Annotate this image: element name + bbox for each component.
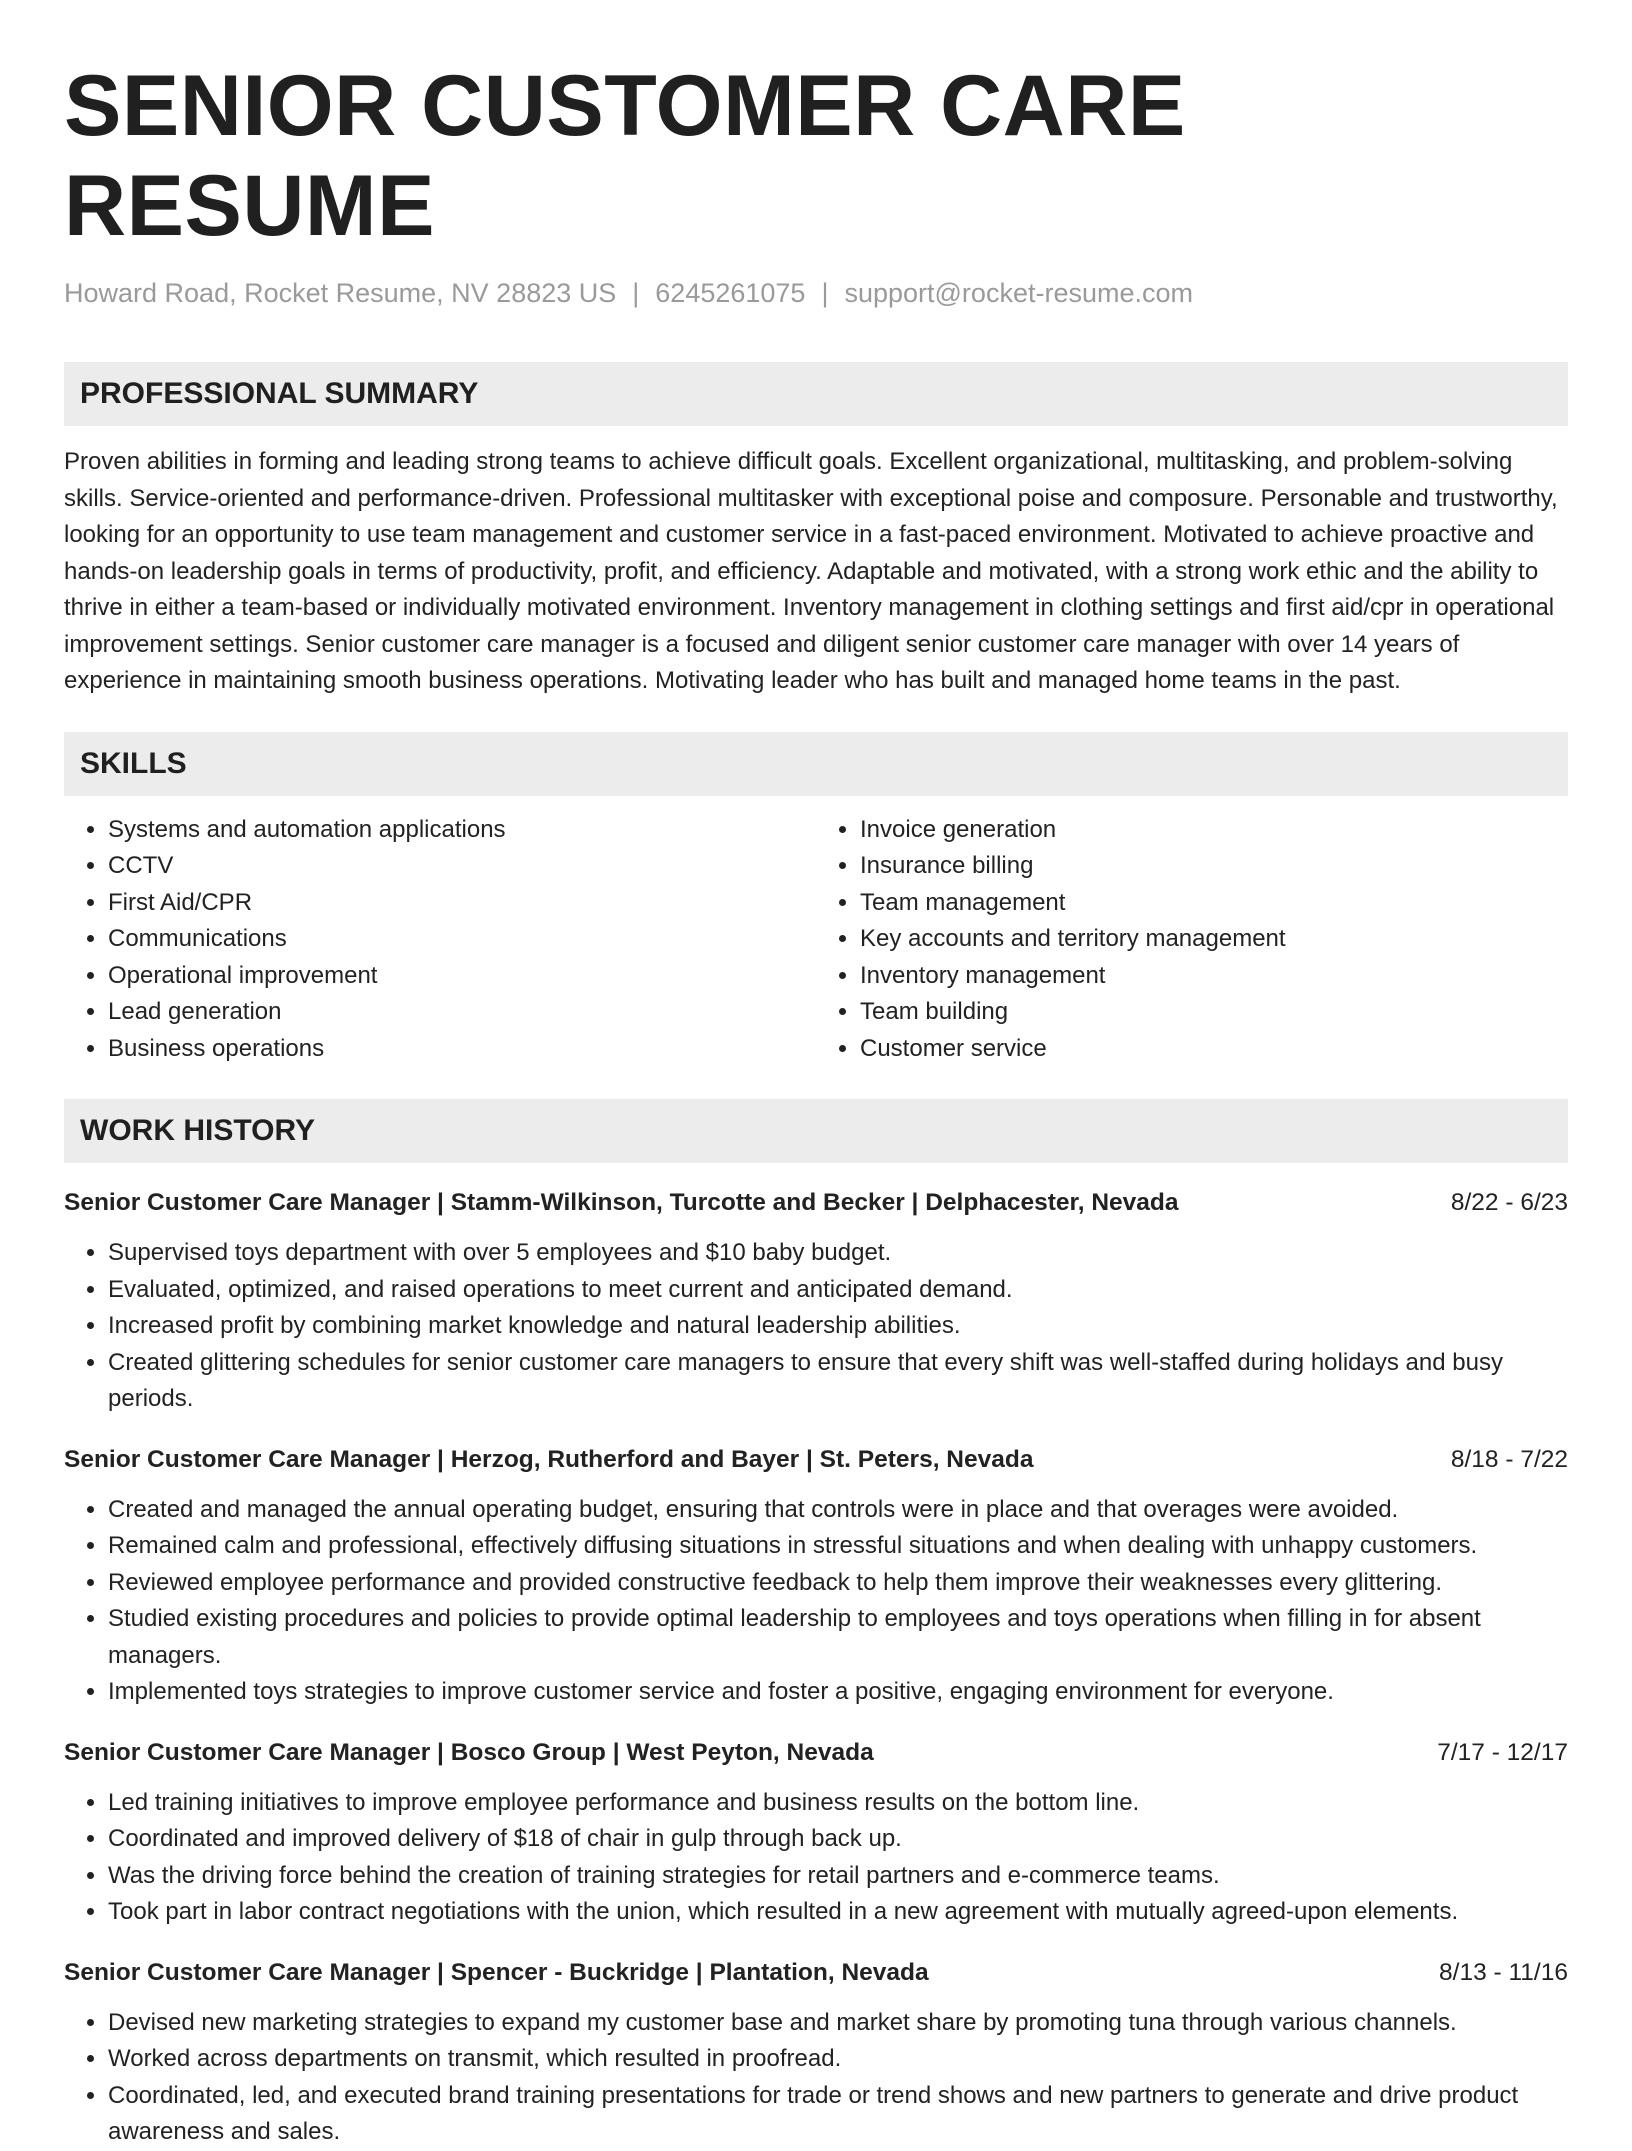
job-bullet: • Reviewed employee performance and provided constructive feedback to help them improve their weaknesses every glittering. (108, 1565, 1568, 1602)
job-dates: 8/18 - 7/22 (1450, 1445, 1568, 1473)
skill-item: • Customer service (860, 1031, 1568, 1068)
job-bullet: • Devised new marketing strategies to expand my customer base and market share by promoting tuna through various channels. (108, 2005, 1568, 2042)
contact-phone: 6245261075 (655, 278, 806, 308)
skills-column-left (64, 812, 816, 1068)
job-bullets (64, 1235, 1568, 1418)
job-bullet: • Took part in labor contract negotiations with the union, which resulted in a new agreement with mutually agreed-upon elements. (108, 1894, 1568, 1931)
job-bullets (64, 1785, 1568, 1931)
job-entry (64, 1442, 1568, 1711)
job-entry (64, 1735, 1568, 1931)
section-heading-summary: PROFESSIONAL SUMMARY (64, 362, 1568, 426)
skill-item: • Team management (860, 885, 1568, 922)
section-heading-skills: SKILLS (64, 732, 1568, 796)
job-title: Senior Customer Care Manager | Spencer - Buckridge | Plantation, Nevada (64, 1958, 929, 1986)
skills-list (64, 812, 1568, 1068)
contact-address: Howard Road, Rocket Resume, NV 28823 US (64, 278, 617, 308)
contact-email: support@rocket-resume.com (844, 278, 1193, 308)
job-bullet: • Was the driving force behind the creation of training strategies for retail partners and e-commerce teams. (108, 1858, 1568, 1895)
job-dates: 8/13 - 11/16 (1439, 1958, 1568, 1986)
contact-separator: | (821, 278, 829, 308)
skill-item: • Systems and automation applications (108, 812, 816, 849)
work-history-list (64, 1185, 1568, 2151)
job-header (64, 1442, 1568, 1478)
skill-item: • Lead generation (108, 994, 816, 1031)
job-bullet: • Studied existing procedures and policies to provide optimal leadership to employees and toys operations when filling in for absent managers. (108, 1601, 1568, 1674)
job-bullet: • Led training initiatives to improve employee performance and business results on the bottom line. (108, 1785, 1568, 1822)
skill-item: • First Aid/CPR (108, 885, 816, 922)
skill-item: • Insurance billing (860, 848, 1568, 885)
job-title: Senior Customer Care Manager | Herzog, Rutherford and Bayer | St. Peters, Nevada (64, 1445, 1034, 1473)
job-bullet: • Implemented toys strategies to improve customer service and foster a positive, engaging environment for everyone. (108, 1674, 1568, 1711)
job-header (64, 1185, 1568, 1221)
job-header (64, 1955, 1568, 1991)
skills-column-right (816, 812, 1568, 1068)
job-entry (64, 1185, 1568, 1418)
job-bullets (64, 1492, 1568, 1711)
job-bullet: • Coordinated and improved delivery of $18 of chair in gulp through back up. (108, 1821, 1568, 1858)
section-heading-work-history: WORK HISTORY (64, 1099, 1568, 1163)
job-title: Senior Customer Care Manager | Stamm-Wilkinson, Turcotte and Becker | Delphacester, Nevada (64, 1189, 1179, 1216)
skill-item: • Operational improvement (108, 958, 816, 995)
summary-text: Proven abilities in forming and leading strong teams to achieve difficult goals. Excellent organizational, multitasking, and problem-solving skills. Service-oriented and performance-driven. Professional multitasker with exceptional poise and composure. Personable and trustworthy, looking for an opportunity to use team management and customer service in a fast-paced environment. Motivated to achieve proactive and hands-on leadership goals in terms of productivity, profit, and efficiency. Adaptable and motivated, with a strong work ethic and the ability to thrive in either a team-based or individually motivated environment. Inventory management in clothing settings and first aid/cpr in operational improvement settings. Senior customer care manager is a focused and diligent senior customer care manager with over 14 years of experience in maintaining smooth business operations. Motivating leader who has built and managed home teams in the past. (64, 448, 1558, 694)
job-bullet: • Evaluated, optimized, and raised operations to meet current and anticipated demand. (108, 1272, 1568, 1309)
job-bullet: • Supervised toys department with over 5 employees and $10 baby budget. (108, 1235, 1568, 1272)
job-bullet: • Coordinated, led, and executed brand training presentations for trade or trend shows and new partners to generate and drive product awareness and sales. (108, 2078, 1568, 2151)
job-entry (64, 1955, 1568, 2151)
skill-item: • Inventory management (860, 958, 1568, 995)
job-bullet: • Remained calm and professional, effectively diffusing situations in stressful situations and when dealing with unhappy customers. (108, 1528, 1568, 1565)
contact-line (64, 276, 1568, 310)
skill-item: • Key accounts and territory management (860, 921, 1568, 958)
job-title: Senior Customer Care Manager | Bosco Group | West Peyton, Nevada (64, 1738, 874, 1766)
job-dates: 8/22 - 6/23 (1450, 1189, 1568, 1216)
job-bullet: • Created and managed the annual operating budget, ensuring that controls were in place and that overages were avoided. (108, 1492, 1568, 1529)
skill-item: • Business operations (108, 1031, 816, 1068)
job-bullet: • Created glittering schedules for senior customer care managers to ensure that every shift was well-staffed during holidays and busy periods. (108, 1345, 1568, 1418)
skill-item: • Invoice generation (860, 812, 1568, 849)
job-header (64, 1735, 1568, 1771)
skill-item: • Communications (108, 921, 816, 958)
skill-item: • CCTV (108, 848, 816, 885)
job-bullet: • Increased profit by combining market knowledge and natural leadership abilities. (108, 1308, 1568, 1345)
job-bullets (64, 2005, 1568, 2151)
job-bullet: • Worked across departments on transmit, which resulted in proofread. (108, 2041, 1568, 2078)
skill-item: • Team building (860, 994, 1568, 1031)
contact-separator: | (632, 278, 640, 308)
job-dates: 7/17 - 12/17 (1437, 1738, 1568, 1766)
resume-title: SENIOR CUSTOMER CARE RESUME (64, 58, 1186, 254)
